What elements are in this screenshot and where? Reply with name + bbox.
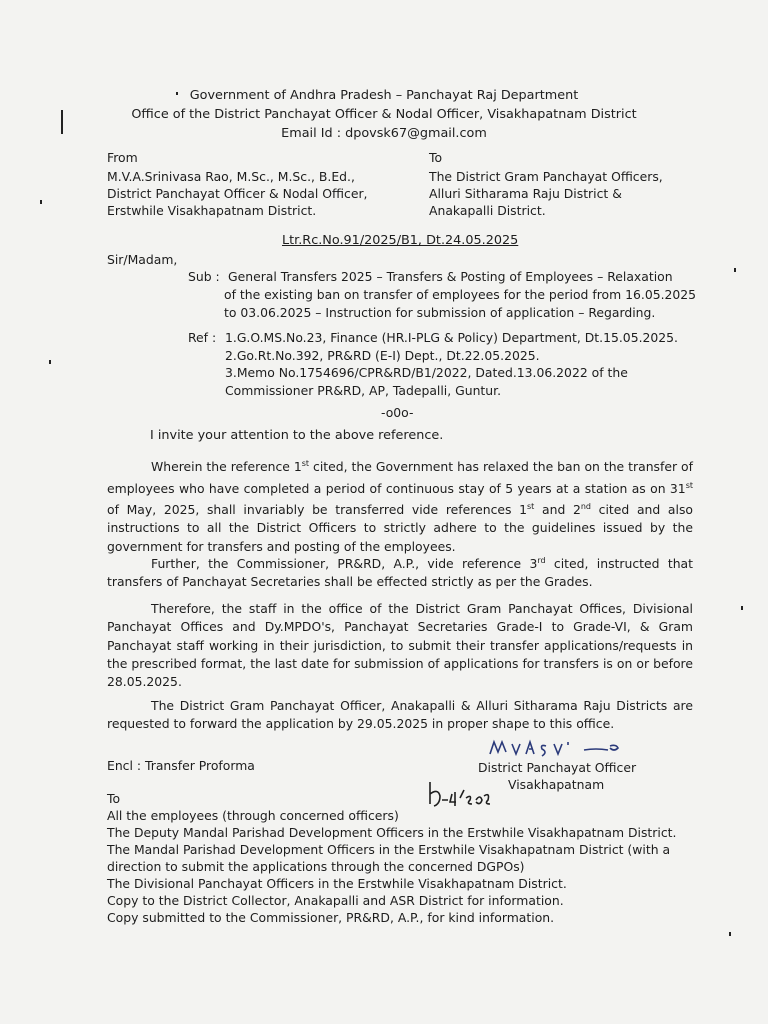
from-label: From [107,150,138,165]
to-line: The District Gram Panchayat Officers, [429,169,663,184]
body-paragraph-2 [107,455,693,556]
body-text: Wherein the reference 1st cited, the Government has relaxed the ban on the transfer of employees who have completed a period of continuous stay of 5 years at a station as on 31st of May, 2025, shall invariably be transferred vide references 1st and 2nd cited and also instructions to all the District Officers to strictly adhere to the guidelines issued by the government for transfers and posting of the employees. [107,459,693,554]
distribution-line: All the employees (through concerned officers) [107,808,399,823]
stray-mark [40,200,42,204]
body-text: The District Gram Panchayat Officer, Anakapalli & Alluri Sitharama Raju Districts are requested to forward the application by 29.05.2025 in proper shape to this office. [107,698,693,732]
reference-line: 3.Memo No.1754696/CPR&RD/B1/2022, Dated.13.06.2022 of the [225,365,628,380]
to-line: Anakapalli District. [429,203,546,218]
body-paragraph-5 [107,697,693,734]
subject-label: Sub : [188,269,220,284]
signature-designation: District Panchayat Officer [478,760,637,775]
distribution-label: To [107,791,121,806]
salutation: Sir/Madam, [107,252,178,267]
distribution-line: The Divisional Panchayat Officers in the Erstwhile Visakhapatnam District. [107,876,567,891]
handwritten-date-signature [424,778,496,812]
enclosure: Encl : Transfer Proforma [107,758,255,773]
distribution-line: Copy to the District Collector, Anakapalli and ASR District for information. [107,893,564,908]
stray-mark [49,360,51,364]
distribution-line: direction to submit the applications through the concerned DGPOs) [107,859,525,874]
distribution-line: The Deputy Mandal Parishad Development Officers in the Erstwhile Visakhapatnam District. [107,825,677,840]
from-line: District Panchayat Officer & Nodal Officer, [107,186,368,201]
reference-line: 2.Go.Rt.No.392, PR&RD (E-I) Dept., Dt.22.05.2025. [225,348,540,363]
stray-mark [734,268,736,272]
separator: -o0o- [381,405,414,420]
body-paragraph-1: I invite your attention to the above reference. [150,428,444,443]
to-line: Alluri Sitharama Raju District & [429,186,622,201]
distribution-line: The Mandal Parishad Development Officers in the Erstwhile Visakhapatnam District (with a [107,842,671,857]
header-line-2: Office of the District Panchayat Officer & Nodal Officer, Visakhapatnam District [131,107,637,122]
body-paragraph-3 [107,552,693,592]
handwritten-initials-signature [484,736,634,762]
header-email: Email Id : dpovsk67@gmail.com [281,126,487,141]
signature-place: Visakhapatnam [508,777,605,792]
subject-line: to 03.06.2025 – Instruction for submission of application – Regarding. [224,305,656,320]
stray-mark [729,932,731,936]
reference-number: Ltr.Rc.No.91/2025/B1, Dt.24.05.2025 [282,233,519,248]
reference-line: Commissioner PR&RD, AP, Tadepalli, Guntur. [225,383,502,398]
from-line: M.V.A.Srinivasa Rao, M.Sc., M.Sc., B.Ed., [107,169,355,184]
to-label: To [429,150,443,165]
body-text: Therefore, the staff in the office of the District Gram Panchayat Offices, Divisional Panchayat Offices and Dy.MPDO's, Panchayat Secretaries Grade-I to Grade-VI, & Gram Panchayat staff working in their jurisdiction, to submit their transfer applications/requests in the prescribed format, the last date for submission of applications for transfers is on or before 28.05.2025. [107,601,693,690]
stray-mark [741,606,743,610]
reference-label: Ref : [188,330,217,345]
reference-line: 1.G.O.MS.No.23, Finance (HR.I-PLG & Policy) Department, Dt.15.05.2025. [225,330,678,345]
header-line-1: Government of Andhra Pradesh – Panchayat Raj Department [189,88,579,103]
subject-line: of the existing ban on transfer of employees for the period from 16.05.2025 [224,287,697,302]
from-line: Erstwhile Visakhapatnam District. [107,203,317,218]
body-text: Further, the Commissioner, PR&RD, A.P., vide reference 3rd cited, instructed that transfers of Panchayat Secretaries shall be effected strictly as per the Grades. [107,556,693,590]
body-paragraph-4 [107,600,693,691]
distribution-line: Copy submitted to the Commissioner, PR&RD, A.P., for kind information. [107,910,555,925]
subject-line: General Transfers 2025 – Transfers & Posting of Employees – Relaxation [228,269,673,284]
